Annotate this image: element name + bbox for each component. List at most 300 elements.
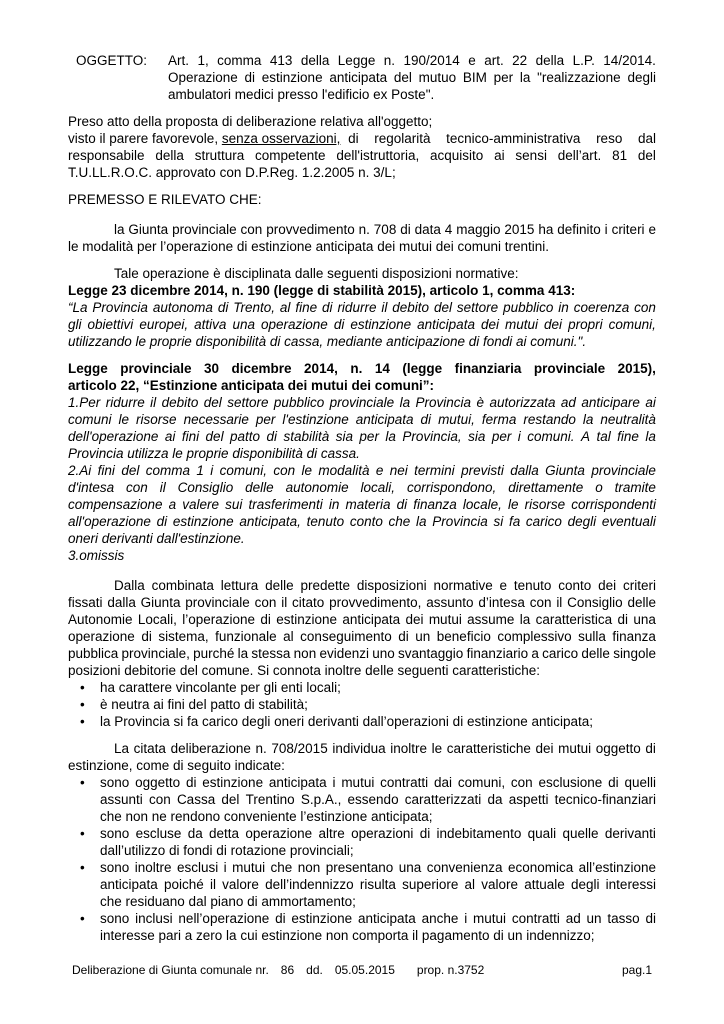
word: (legge	[402, 361, 443, 376]
word: pubblico	[273, 395, 325, 410]
word: e	[648, 222, 656, 237]
text-line	[100, 774, 656, 791]
word: uno	[372, 646, 395, 661]
footer-dd: dd.	[306, 963, 323, 977]
text-line: Tale operazione è disciplinata dalle seguenti disposizioni normative:	[114, 266, 519, 281]
word: tal	[596, 429, 611, 444]
word: caratterizzati	[404, 792, 482, 807]
word: non	[293, 646, 317, 661]
word: di	[617, 612, 628, 627]
word: sensi	[515, 148, 547, 163]
word: il	[281, 595, 288, 610]
word: Provincia,	[402, 429, 462, 444]
word: reso	[596, 131, 623, 146]
word: per	[359, 429, 379, 444]
word: provinciale	[172, 222, 237, 237]
word: della	[300, 53, 330, 68]
text-line	[68, 513, 656, 530]
word: termini	[414, 463, 455, 478]
bullet-icon: •	[80, 860, 85, 875]
word: dalla	[510, 463, 539, 478]
word: di	[344, 131, 359, 146]
preamble-line	[68, 147, 656, 164]
word: sono	[100, 775, 130, 790]
word: di	[217, 300, 229, 315]
footer-number: 86	[280, 963, 295, 977]
paragraph	[68, 221, 656, 255]
word: i	[223, 860, 227, 875]
word: ridurre	[105, 395, 145, 410]
word: una	[232, 317, 255, 332]
word: Giunta	[128, 222, 169, 237]
paragraph	[68, 282, 656, 299]
word: 1	[196, 463, 204, 478]
word: provinciale,	[121, 646, 190, 661]
text-line: Legge 23 dicembre 2014, n. 190 (legge di stabilità 2015), articolo 1, comma 413:	[68, 283, 576, 298]
word: disposizioni	[356, 578, 427, 593]
word: una	[398, 860, 422, 875]
word: dell'istruttoria,	[336, 148, 420, 163]
word: A	[580, 429, 590, 444]
word: la	[416, 514, 427, 529]
word: ad	[565, 911, 581, 926]
paragraph	[68, 265, 656, 282]
word: attiva	[194, 317, 227, 332]
word: nei	[389, 463, 408, 478]
word: e	[468, 53, 476, 68]
word: n.	[358, 222, 370, 237]
word: citato	[292, 595, 325, 610]
word: mutui	[341, 775, 375, 790]
word: per	[493, 70, 514, 85]
word: le	[118, 412, 130, 427]
word: a	[168, 497, 177, 512]
text-line	[68, 316, 656, 333]
word: interessi	[605, 877, 656, 892]
word: operazione	[260, 317, 328, 332]
bullet-icon: •	[80, 775, 85, 790]
word: non	[297, 860, 321, 875]
word: Cassa	[176, 792, 216, 807]
word: di	[322, 300, 333, 315]
bullet-item	[68, 679, 656, 696]
word: 190/2014	[403, 53, 460, 68]
word: anche	[421, 911, 459, 926]
word: inoltre	[134, 860, 172, 875]
word: 708/2015	[271, 741, 328, 756]
word: della	[155, 148, 184, 163]
text-line	[68, 299, 656, 316]
word: direttamente	[508, 480, 584, 495]
word: estinzione	[261, 70, 323, 85]
word: Dalla	[114, 578, 145, 593]
word: BIM	[462, 70, 487, 85]
word: all’estinzione	[578, 860, 656, 875]
word: l’operazione	[182, 612, 256, 627]
word: delle	[245, 480, 274, 495]
word: Provincia	[415, 395, 472, 410]
word: valore	[481, 877, 519, 892]
word: pubblica	[68, 646, 119, 661]
word: dal	[637, 131, 656, 146]
word: “La	[68, 300, 88, 315]
text-line: articolo 22, “Estinzione anticipata dei mutui dei comuni”:	[68, 378, 435, 393]
word: di	[400, 222, 411, 237]
text-line	[68, 740, 656, 757]
word: operazioni	[351, 826, 414, 841]
word: anticipata	[417, 317, 475, 332]
word: i	[332, 775, 336, 790]
word: stessa	[251, 646, 291, 661]
word: le	[431, 741, 443, 756]
word: comuni,	[219, 463, 267, 478]
word: competente	[255, 148, 326, 163]
word: dei	[535, 741, 554, 756]
word: estinzione	[276, 612, 338, 627]
word: ferma	[481, 412, 517, 427]
word: 22	[512, 53, 528, 68]
word: in	[328, 497, 340, 512]
paragraph	[68, 740, 656, 774]
word: art.	[484, 53, 504, 68]
word: di	[266, 429, 278, 444]
word: settore	[456, 300, 499, 315]
text-line	[100, 876, 656, 893]
word: deliberazione	[170, 741, 251, 756]
word: Legge	[68, 361, 108, 376]
word: caratteristica	[535, 612, 613, 627]
word: mutui	[232, 860, 266, 875]
word: provinciale	[185, 595, 250, 610]
word: Legge	[337, 53, 376, 68]
word: Locali,	[137, 612, 177, 627]
word: comma	[145, 463, 190, 478]
word: Trentino	[245, 792, 295, 807]
word: Consiglio	[567, 595, 623, 610]
word: 14	[374, 361, 390, 376]
word: assunto	[426, 595, 474, 610]
word: inoltre	[390, 741, 428, 756]
word: un	[586, 911, 602, 926]
word: funzionale	[215, 629, 277, 644]
word: provinciale	[591, 463, 656, 478]
paragraph	[68, 577, 656, 679]
word: di	[645, 911, 656, 926]
word: comuni.	[527, 429, 575, 444]
word: estinzione	[350, 317, 412, 332]
word: settore	[227, 395, 269, 410]
word: tecnico-finanziari	[554, 792, 656, 807]
word: sia	[468, 429, 486, 444]
word: 1.Per	[68, 395, 101, 410]
word: contratti	[380, 775, 429, 790]
word: inclusi	[135, 911, 173, 926]
paragraph	[68, 360, 656, 394]
text-line	[68, 428, 656, 445]
word: sulla	[578, 629, 606, 644]
word: singole	[613, 646, 656, 661]
word: risorse	[136, 412, 177, 427]
word: esclusione	[538, 775, 603, 790]
bullet-item	[68, 774, 656, 825]
text-line	[100, 910, 656, 927]
word: anticipata	[355, 412, 414, 427]
word: modalità	[318, 463, 370, 478]
bullet-icon: •	[80, 911, 85, 926]
word: debito	[161, 395, 199, 410]
word: provvedimento	[266, 222, 355, 237]
text-line	[68, 360, 656, 377]
word: carico	[525, 514, 562, 529]
word: poiché	[163, 877, 204, 892]
word: di	[244, 70, 256, 85]
bullet-item	[68, 713, 656, 730]
word: attuale	[524, 877, 565, 892]
word: comma	[217, 53, 262, 68]
word: criteri	[622, 578, 656, 593]
word: del	[637, 148, 656, 163]
word: fissati	[68, 595, 103, 610]
word: corrispondenti	[571, 497, 656, 512]
word: complessivo	[497, 629, 572, 644]
word: o	[595, 480, 603, 495]
word: finanza	[612, 629, 656, 644]
footer-date: 05.05.2015	[334, 963, 395, 977]
text-line: estinzione, come di seguito indicate:	[68, 758, 285, 773]
word: e	[499, 578, 508, 593]
word: n.	[255, 741, 267, 756]
word: tenuto	[306, 514, 345, 529]
word: 413	[269, 53, 293, 68]
bullet-icon: •	[80, 680, 85, 695]
word: la	[237, 646, 249, 661]
word: altre	[318, 826, 345, 841]
text-line	[100, 791, 656, 808]
word: L.P.	[572, 53, 595, 68]
word: una	[633, 612, 656, 627]
text-rest	[340, 130, 656, 147]
text-line: la Provincia si fa carico degli oneri derivanti dall’operazioni di estinzione anticipata;	[100, 714, 594, 729]
text-line	[68, 411, 656, 428]
word: di	[260, 612, 271, 627]
word: lettura	[220, 578, 259, 593]
word: per	[255, 412, 276, 427]
word: Giunta	[545, 463, 585, 478]
word: fa	[508, 514, 521, 529]
word: Operazione	[168, 70, 238, 85]
word: maggio	[456, 222, 501, 237]
word: degli	[567, 514, 597, 529]
word: individua	[332, 741, 386, 756]
text-line: oneri derivanti dall'estinzione.	[68, 531, 245, 546]
word: di	[420, 412, 432, 427]
word: fine	[295, 300, 318, 315]
word: Trento,	[233, 300, 275, 315]
text-line: è neutra ai fini del patto di stabilità;	[100, 697, 308, 712]
word: dell'operazione	[68, 429, 159, 444]
word: è	[476, 395, 485, 410]
word: valere	[182, 497, 220, 512]
text-line: interesse pari a zero la cui estinzione non comporta il pagamento di un indennizzo;	[100, 928, 595, 943]
word: da	[487, 792, 503, 807]
word: di	[141, 629, 152, 644]
text-line	[68, 645, 656, 662]
word: assunti	[100, 792, 143, 807]
word: convenienza	[426, 860, 503, 875]
word: del	[221, 792, 240, 807]
word: del	[205, 429, 224, 444]
word: 4	[444, 222, 453, 237]
word: obiettivi	[87, 317, 134, 332]
word: assume	[467, 612, 515, 627]
word: il	[159, 480, 166, 495]
word: i	[604, 222, 608, 237]
word: derivanti	[604, 826, 656, 841]
paragraph	[68, 299, 656, 350]
word: criteri	[611, 222, 645, 237]
word: la	[114, 222, 125, 237]
word: ha	[538, 222, 554, 237]
subject-line	[168, 69, 656, 86]
word: carico	[542, 646, 579, 661]
word: comuni	[68, 412, 112, 427]
word: da	[187, 826, 203, 841]
paragraph	[68, 394, 656, 462]
word: dai	[433, 775, 452, 790]
word: 30	[204, 361, 220, 376]
word: della	[535, 53, 565, 68]
word: 2015),	[617, 361, 656, 376]
word: 81	[612, 148, 628, 163]
word: di	[333, 317, 345, 332]
word: autonoma	[152, 300, 213, 315]
word: definito	[557, 222, 601, 237]
text-line	[68, 611, 656, 628]
word: di	[645, 741, 656, 756]
word: La	[114, 741, 130, 756]
word: fine	[617, 429, 639, 444]
preamble-line: T.U.LL.R.O.C. approvato con D.P.Reg. 1.2.2005 n. 3/L;	[68, 165, 396, 180]
word: n.	[383, 53, 396, 68]
word: che	[388, 514, 411, 529]
word: acquisito	[430, 148, 484, 163]
word: detta	[209, 826, 240, 841]
word: tecnico-amministrativa	[446, 131, 581, 146]
word: indebitamento	[436, 826, 522, 841]
word: si	[493, 514, 504, 529]
bullet-item	[68, 825, 656, 859]
word: 14/2014.	[603, 53, 656, 68]
word: dalla	[107, 595, 136, 610]
word: dei	[598, 578, 617, 593]
word: previsti	[461, 463, 504, 478]
word: degli	[627, 70, 656, 85]
word: conto	[349, 514, 383, 529]
word: essendo	[347, 792, 399, 807]
word: superiore	[402, 877, 459, 892]
text-line	[68, 462, 656, 479]
word: estinzione	[291, 911, 353, 926]
word: valore	[222, 877, 259, 892]
word: il	[209, 877, 216, 892]
word: con	[273, 463, 296, 478]
word: per	[491, 429, 512, 444]
word: europei,	[139, 317, 189, 332]
word: in	[558, 300, 569, 315]
word: oggetto	[135, 775, 181, 790]
word: anticipata	[342, 612, 401, 627]
word: a	[531, 646, 539, 661]
word: anticipata,	[239, 514, 301, 529]
word: svantaggio	[398, 646, 464, 661]
word: corrispondono,	[406, 480, 497, 495]
word: dell’indennizzo	[265, 877, 354, 892]
word: la	[385, 429, 396, 444]
text-line	[68, 628, 656, 645]
word: la	[519, 70, 531, 85]
bullet-icon: •	[80, 697, 85, 712]
word: dei	[405, 612, 424, 627]
word: normative	[433, 578, 493, 593]
word: ad	[560, 395, 576, 410]
word: mutui	[558, 741, 592, 756]
word: le	[301, 463, 313, 478]
word: fini	[181, 429, 200, 444]
word: con	[126, 480, 148, 495]
word: sono	[100, 911, 130, 926]
word: anticipata	[100, 877, 158, 892]
word: al	[279, 300, 291, 315]
word: estinzione	[202, 775, 264, 790]
text-line: ha carattere vincolante per gli enti locali;	[100, 680, 341, 695]
underlined-text: senza osservazioni,	[221, 131, 341, 146]
word: un	[415, 629, 431, 644]
word: 1,	[197, 53, 209, 68]
word: estinzione	[172, 514, 234, 529]
word: tramite	[614, 480, 656, 495]
word: Consiglio	[177, 480, 234, 495]
word: con	[510, 775, 533, 790]
word: mutui	[428, 612, 462, 627]
text-line: posizioni debitorie del comune. Si connota inoltre delle seguenti caratteristiche:	[68, 663, 541, 678]
word: restando	[523, 412, 576, 427]
word: delle	[581, 646, 610, 661]
paragraph	[68, 547, 656, 564]
word: sistema,	[158, 629, 209, 644]
preamble-line: Preso atto della proposta di deliberazione relativa all'oggetto;	[68, 114, 433, 129]
preamble-line	[68, 130, 656, 147]
text-line: 3.omissis	[68, 548, 125, 563]
word: regolarità	[374, 131, 431, 146]
word: coerenza	[573, 300, 630, 315]
word: con	[254, 595, 277, 610]
subject-line: ambulatori medici presso l'edificio ex Poste".	[168, 87, 435, 102]
text-line: che non ne rendono conveniente l’estinzione anticipata;	[100, 809, 433, 824]
word: il	[556, 595, 563, 610]
word: esclusi	[176, 860, 219, 875]
word: conseguimento	[300, 629, 392, 644]
word: i	[210, 463, 214, 478]
word: quelli	[624, 775, 656, 790]
word: degli	[570, 877, 600, 892]
word: provinciale	[120, 361, 192, 376]
text-line	[68, 594, 656, 611]
word: presentano	[325, 860, 394, 875]
word: mutui	[505, 317, 539, 332]
word: predette	[300, 578, 350, 593]
word: anticipata	[358, 911, 416, 926]
word: del	[121, 463, 140, 478]
